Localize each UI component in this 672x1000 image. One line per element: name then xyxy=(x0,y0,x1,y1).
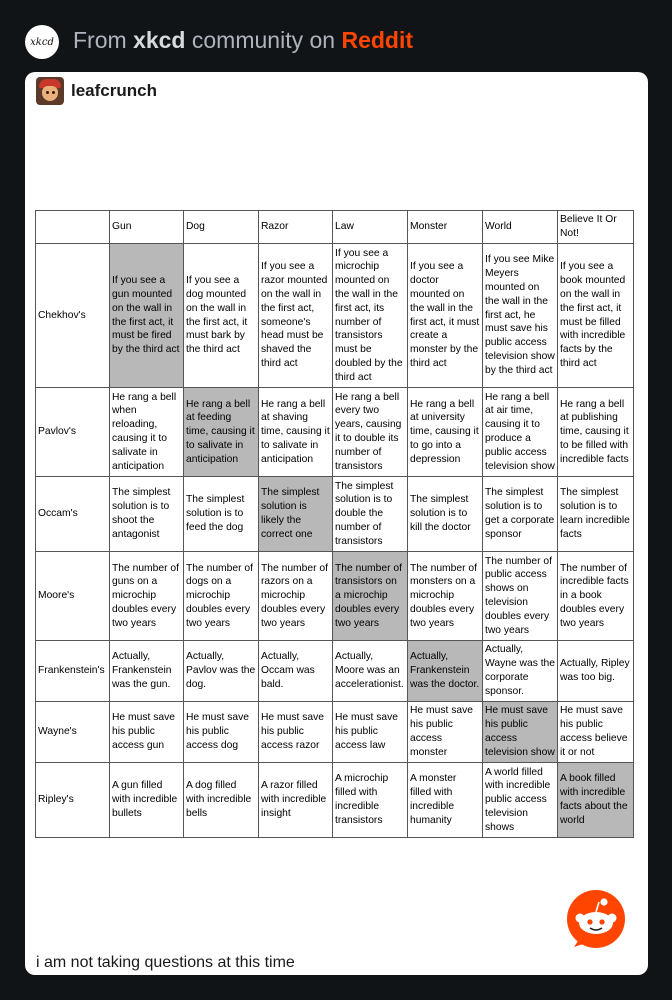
table-cell: The number of dogs on a microchip doubles every two years xyxy=(184,552,259,641)
table-cell: Actually, Ripley was too big. xyxy=(558,641,634,702)
table-cell: He must save his public access dog xyxy=(184,702,259,763)
table-cell: The number of guns on a microchip doubles every two years xyxy=(110,552,184,641)
table-row xyxy=(36,244,634,388)
table-cell: Actually, Wayne was the corporate sponsor. xyxy=(483,641,558,702)
row-label: Wayne's xyxy=(36,702,110,763)
table-cell: The simplest solution is to shoot the antagonist xyxy=(110,477,184,552)
table-cell: He must save his public access monster xyxy=(408,702,483,763)
reddit-snoo-icon[interactable] xyxy=(566,889,626,949)
table-cell: He rang a bell at publishing time, causing it to be filled with incredible facts xyxy=(558,388,634,477)
avatar-eye-right xyxy=(52,91,55,94)
table-cell: The simplest solution is to double the number of transistors xyxy=(333,477,408,552)
table-row xyxy=(36,702,634,763)
table-cell: Actually, Occam was bald. xyxy=(259,641,333,702)
table-cell: He must save his public access law xyxy=(333,702,408,763)
community-avatar[interactable] xyxy=(25,25,59,59)
table-cell: If you see a microchip mounted on the wall in the first act, its number of transistors must be doubled by the third act xyxy=(333,244,408,388)
table-cell: Actually, Frankenstein was the doctor. xyxy=(408,641,483,702)
row-label: Occam's xyxy=(36,477,110,552)
table-row xyxy=(36,641,634,702)
avatar-eye-left xyxy=(46,91,49,94)
row-label: Chekhov's xyxy=(36,244,110,388)
post-caption: i am not taking questions at this time xyxy=(36,954,295,971)
column-header: Law xyxy=(333,211,408,244)
table-cell: The simplest solution is likely the correct one xyxy=(259,477,333,552)
column-header: World xyxy=(483,211,558,244)
table-cell: A book filled with incredible facts about the world xyxy=(558,763,634,838)
table-cell: The simplest solution is to get a corporate sponsor xyxy=(483,477,558,552)
table-cell: He must save his public access television show xyxy=(483,702,558,763)
column-header: Gun xyxy=(110,211,184,244)
table-cell: He rang a bell at shaving time, causing it to salivate in anticipation xyxy=(259,388,333,477)
corner-cell xyxy=(36,211,110,244)
platform-name[interactable]: Reddit xyxy=(341,27,414,53)
table-cell: The simplest solution is to kill the doctor xyxy=(408,477,483,552)
table-cell: The number of monsters on a microchip doubles every two years xyxy=(408,552,483,641)
row-label: Moore's xyxy=(36,552,110,641)
row-label: Pavlov's xyxy=(36,388,110,477)
table-row xyxy=(36,763,634,838)
table-cell: If you see a doctor mounted on the wall in the first act, it must create a monster by the third act xyxy=(408,244,483,388)
column-header: Razor xyxy=(259,211,333,244)
table-cell: If you see a dog mounted on the wall in the first act, it must bark by the third act xyxy=(184,244,259,388)
column-header: Dog xyxy=(184,211,259,244)
row-label: Frankenstein's xyxy=(36,641,110,702)
table-cell: The simplest solution is to feed the dog xyxy=(184,477,259,552)
table-row xyxy=(36,552,634,641)
author-name[interactable]: leafcrunch xyxy=(71,81,157,100)
table-row xyxy=(36,388,634,477)
table-row xyxy=(36,477,634,552)
table-cell: He must save his public access razor xyxy=(259,702,333,763)
meme-table xyxy=(35,210,634,838)
avatar-face xyxy=(42,86,58,101)
table-cell: If you see a razor mounted on the wall in the first act, someone's head must be shaved the third act xyxy=(259,244,333,388)
table-cell: The number of incredible facts in a book doubles every two years xyxy=(558,552,634,641)
table-cell: If you see a gun mounted on the wall in the first act, it must be fired by the third act xyxy=(110,244,184,388)
author-avatar[interactable] xyxy=(36,77,64,105)
table-cell: The number of razors on a microchip doubles every two years xyxy=(259,552,333,641)
community-name[interactable]: xkcd xyxy=(133,27,186,53)
table-cell: If you see a book mounted on the wall in the first act, it must be filled with incredible facts by the third act xyxy=(558,244,634,388)
table-cell: A microchip filled with incredible transistors xyxy=(333,763,408,838)
share-header xyxy=(0,0,672,72)
column-header: Believe It Or Not! xyxy=(558,211,634,244)
table-cell: He must save his public access gun xyxy=(110,702,184,763)
table-cell: A world filled with incredible public access television shows xyxy=(483,763,558,838)
header-row xyxy=(36,211,634,244)
table-cell: He rang a bell at university time, causing it to go into a depression xyxy=(408,388,483,477)
table-cell: A dog filled with incredible bells xyxy=(184,763,259,838)
table-cell: He rang a bell when reloading, causing it to salivate in anticipation xyxy=(110,388,184,477)
post-card[interactable] xyxy=(25,72,648,975)
table-cell: A razor filled with incredible insight xyxy=(259,763,333,838)
table-cell: The simplest solution is to learn incredible facts xyxy=(558,477,634,552)
table-cell: He rang a bell at air time, causing it to produce a public access television show xyxy=(483,388,558,477)
source-attribution[interactable] xyxy=(73,27,413,54)
header-prefix: From xyxy=(73,27,127,53)
table-cell: A monster filled with incredible humanity xyxy=(408,763,483,838)
table-cell: If you see Mike Meyers mounted on the wall in the first act, he must save his public access television show by the third act xyxy=(483,244,558,388)
table-cell: Actually, Pavlov was the dog. xyxy=(184,641,259,702)
table-cell: Actually, Moore was an accelerationist. xyxy=(333,641,408,702)
row-label: Ripley's xyxy=(36,763,110,838)
community-avatar-label: xkcd xyxy=(30,36,54,48)
table-cell: Actually, Frankenstein was the gun. xyxy=(110,641,184,702)
table-cell: The number of public access shows on television doubles every two years xyxy=(483,552,558,641)
table-cell: The number of transistors on a microchip doubles every two years xyxy=(333,552,408,641)
column-header: Monster xyxy=(408,211,483,244)
table-cell: A gun filled with incredible bullets xyxy=(110,763,184,838)
table-cell: He must save his public access believe it or not xyxy=(558,702,634,763)
header-middle: community on xyxy=(191,27,336,53)
table-cell: He rang a bell every two years, causing it to double its number of transistors xyxy=(333,388,408,477)
table-cell: He rang a bell at feeding time, causing it to salivate in anticipation xyxy=(184,388,259,477)
